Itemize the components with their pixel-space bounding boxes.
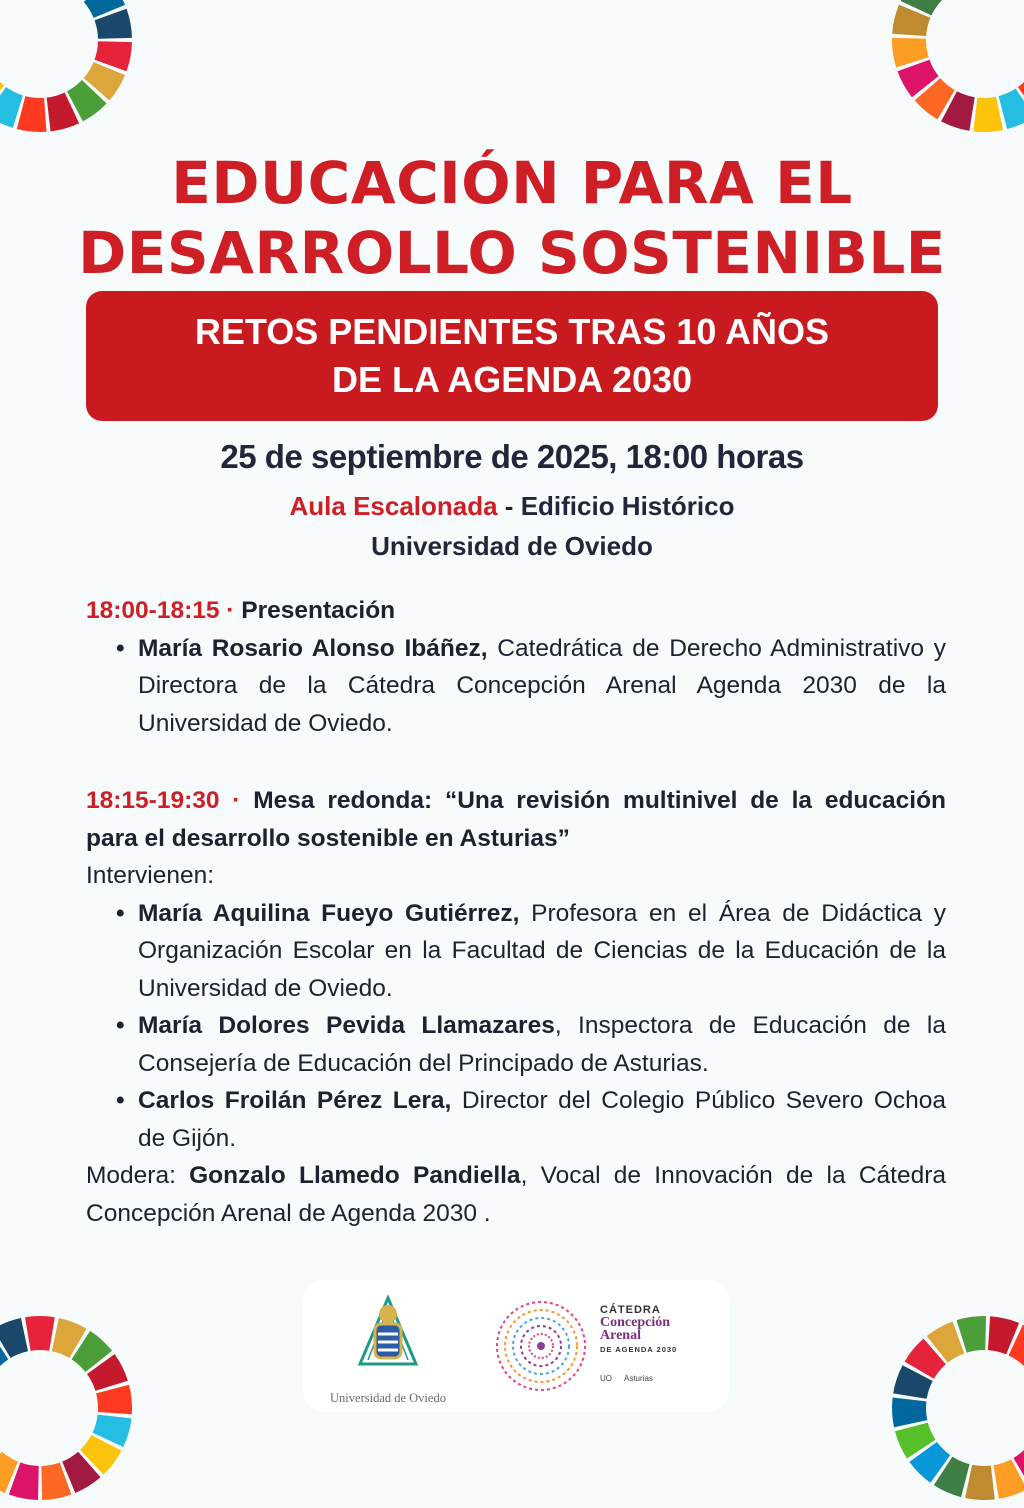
catedra-footer bbox=[600, 1374, 653, 1383]
title-line-2: DESARROLLO SOSTENIBLE bbox=[0, 218, 1024, 288]
sdg-segment bbox=[973, 97, 1003, 132]
speaker-item bbox=[138, 1082, 946, 1157]
catedra-name-2: Arenal bbox=[600, 1329, 710, 1342]
sdg-wheel-top-left bbox=[0, 0, 140, 140]
venue-separator: - bbox=[498, 491, 521, 521]
speaker-list bbox=[86, 895, 946, 1158]
event-datetime: 25 de septiembre de 2025, 18:00 horas bbox=[0, 438, 1024, 476]
speakers-intro: Intervienen: bbox=[86, 857, 946, 895]
venue-room: Aula Escalonada bbox=[290, 491, 498, 521]
catedra-footer-uo: UO bbox=[600, 1374, 612, 1383]
title-line-1: EDUCACIÓN PARA EL bbox=[0, 148, 1024, 218]
program-section-round-table bbox=[86, 782, 946, 1232]
catedra-agenda: DE AGENDA 2030 bbox=[600, 1345, 710, 1354]
sdg-segment bbox=[0, 0, 4, 8]
venue-building: Edificio Histórico bbox=[521, 491, 735, 521]
speaker-list bbox=[86, 630, 946, 743]
catedra-label: CÁTEDRA bbox=[600, 1304, 710, 1316]
section-time: 18:15-19:30 bbox=[86, 787, 219, 814]
speaker-role: Catedrática de Derecho Administrativo y Directora de la Cátedra Concepción Arenal Agenda 2030 de la Universidad de Oviedo. bbox=[138, 635, 946, 737]
speaker-name: Carlos Froilán Pérez Lera, bbox=[138, 1087, 451, 1114]
sdg-segment bbox=[965, 1465, 995, 1500]
sdg-wheel-bottom-right bbox=[884, 1308, 1024, 1508]
event-title bbox=[0, 148, 1024, 288]
sdg-segment bbox=[17, 96, 47, 132]
section-title: Mesa redonda: “Una revisión multinivel de la educación para el desarrollo sostenible en Asturias” bbox=[86, 787, 946, 852]
sdg-segment bbox=[96, 1385, 132, 1415]
sponsor-logos bbox=[303, 1280, 729, 1412]
moderator-role: , Vocal de Innovación de la Cátedra Concepción Arenal de Agenda 2030 . bbox=[86, 1162, 946, 1227]
sdg-segment bbox=[25, 1316, 55, 1351]
section-title: Presentación bbox=[241, 597, 395, 624]
sdg-segment bbox=[999, 89, 1024, 129]
speaker-name: María Aquilina Fueyo Gutiérrez, bbox=[138, 900, 519, 927]
moderator bbox=[86, 1157, 946, 1232]
speaker-item bbox=[138, 1007, 946, 1082]
catedra-circle-icon bbox=[493, 1298, 589, 1394]
section-separator: · bbox=[219, 787, 253, 814]
moderator-label: Modera: bbox=[86, 1162, 189, 1189]
catedra-name-1: Concepción bbox=[600, 1316, 710, 1329]
sdg-wheel-bottom-left bbox=[0, 1308, 140, 1508]
section-time: 18:00-18:15 bbox=[86, 597, 219, 624]
speaker-item bbox=[138, 895, 946, 1008]
sdg-wheel-top-right bbox=[884, 0, 1024, 140]
event-venue bbox=[0, 486, 1024, 566]
university-logo-label: Universidad de Oviedo bbox=[323, 1391, 453, 1406]
speaker-role: Profesora en el Área de Didáctica y Organización Escolar en la Facultad de Ciencias de la Educación de la Universidad de Oviedo. bbox=[138, 900, 946, 1002]
subtitle-line-2: DE LA AGENDA 2030 bbox=[332, 356, 692, 404]
section-separator: · bbox=[219, 597, 241, 624]
university-crest-icon bbox=[338, 1294, 438, 1374]
sdg-segment bbox=[0, 1318, 28, 1358]
speaker-name: María Dolores Pevida Llamazares bbox=[138, 1012, 555, 1039]
speaker-name: María Rosario Alonso Ibáñez, bbox=[138, 635, 488, 662]
catedra-footer-asturias: Asturias bbox=[624, 1374, 653, 1383]
subtitle-banner bbox=[86, 291, 938, 421]
program-section-presentation bbox=[86, 592, 946, 742]
sdg-segment bbox=[892, 1398, 927, 1428]
subtitle-line-1: RETOS PENDIENTES TRAS 10 AÑOS bbox=[195, 308, 829, 356]
speaker-item bbox=[138, 630, 946, 743]
speaker-role: , Inspectora de Educación de la Consejería de Educación del Principado de Asturias. bbox=[138, 1012, 946, 1077]
moderator-name: Gonzalo Llamedo Pandiella bbox=[189, 1162, 520, 1189]
catedra-logo bbox=[493, 1298, 713, 1398]
venue-university: Universidad de Oviedo bbox=[0, 526, 1024, 566]
speaker-role: Director del Colegio Público Severo Ochoa de Gijón. bbox=[138, 1087, 946, 1152]
universidad-oviedo-logo bbox=[323, 1294, 453, 1406]
